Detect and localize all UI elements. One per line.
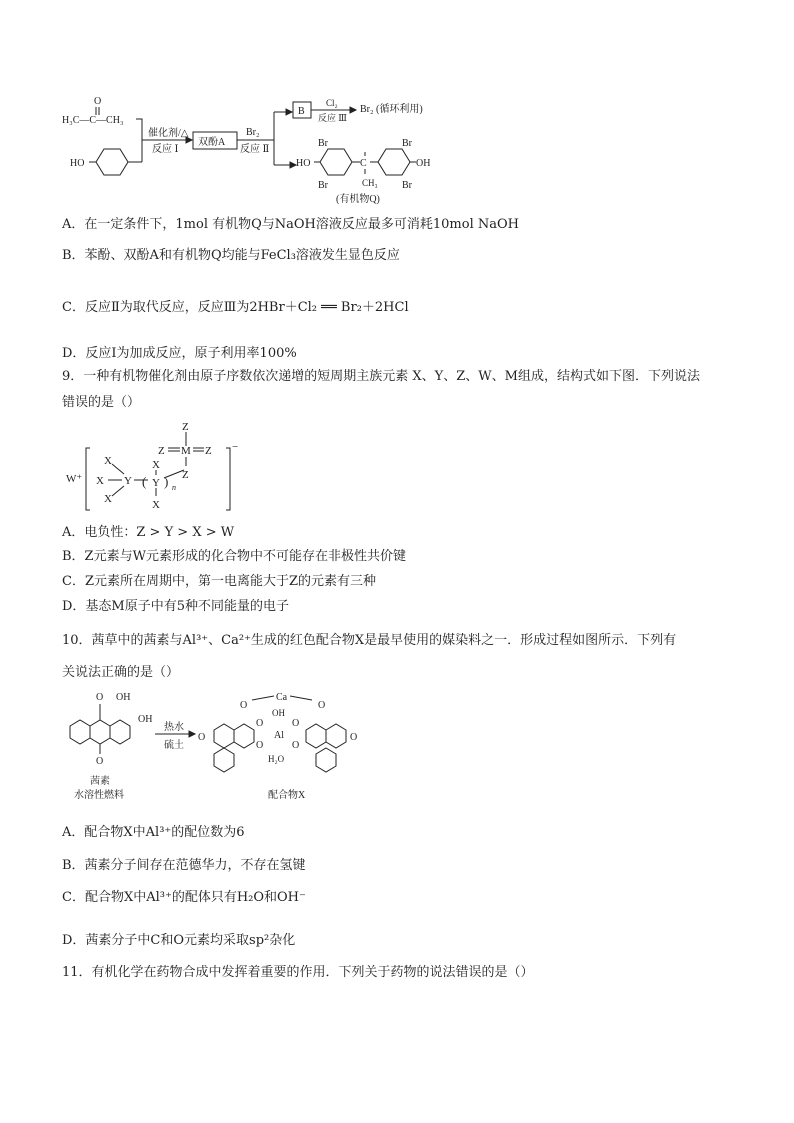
- svg-text:X: X: [104, 455, 112, 467]
- svg-text:(: (: [142, 474, 147, 489]
- q11-stem: 11．有机化学在药物合成中发挥着重要的作用．下列关于药物的说法错误的是（）: [62, 965, 534, 980]
- box-b: B: [298, 106, 305, 117]
- svg-text:Y: Y: [152, 477, 160, 489]
- svg-text:O: O: [350, 732, 358, 743]
- svg-text:Br: Br: [402, 180, 412, 191]
- svg-text:Y: Y: [124, 475, 132, 487]
- svg-text:Ca: Ca: [276, 692, 288, 703]
- svg-text:O: O: [256, 718, 264, 729]
- phenol-oh: HO: [70, 158, 85, 169]
- q8-option-a: A．在一定条件下，1mol 有机物Q与NaOH溶液反应最多可消耗10mol NaOH: [62, 217, 519, 232]
- q8-option-c: C．反应Ⅱ为取代反应，反应Ⅲ为2HBr＋Cl₂ ══ Br₂＋2HCl: [62, 300, 409, 315]
- svg-text:O: O: [318, 700, 326, 711]
- svg-text:OH: OH: [272, 708, 285, 718]
- q-label: (有机物Q): [336, 194, 380, 205]
- q-oh: OH: [416, 158, 431, 169]
- svg-text:Z: Z: [182, 421, 189, 433]
- svg-text:OH: OH: [138, 714, 153, 725]
- svg-text:O: O: [292, 740, 300, 751]
- aluminum-center: Al: [274, 730, 284, 741]
- svg-text:OH: OH: [116, 692, 131, 703]
- q9-stem-2: 错误的是（）: [62, 395, 141, 410]
- q8-option-b: B．苯酚、双酚A和有机物Q均能与FeCl₃溶液发生显色反应: [62, 248, 400, 263]
- svg-text:Br: Br: [318, 180, 328, 191]
- alizarin-desc: 水溶性燃料: [74, 790, 124, 801]
- condition-3-top: Cl₂: [326, 98, 338, 108]
- svg-text:X: X: [96, 475, 104, 487]
- condition-2-bottom: 反应 Ⅱ: [240, 144, 270, 155]
- q10-option-d: D．茜素分子中C和O元素均采取sp²杂化: [62, 933, 296, 948]
- svg-text:CH₃: CH₃: [362, 178, 378, 188]
- q10-option-b: B．茜素分子间存在范德华力，不存在氢键: [62, 858, 306, 873]
- svg-text:Br: Br: [402, 138, 412, 149]
- condition-1-bottom: 反应 Ⅰ: [152, 144, 179, 155]
- q10-stem-2: 关说法正确的是（）: [62, 665, 180, 680]
- svg-text:O: O: [96, 756, 104, 767]
- q9-option-a: A．电负性：Z > Y > X > W: [62, 525, 235, 540]
- svg-text:X: X: [104, 493, 112, 505]
- condition-1-top: 催化剂/△: [148, 128, 189, 139]
- anion-charge: −: [232, 441, 239, 453]
- reaction-scheme-q8: [60, 90, 460, 210]
- condition-bottom: 硫土: [164, 740, 184, 751]
- svg-text:O: O: [292, 718, 300, 729]
- svg-text:H₂O: H₂O: [268, 754, 285, 764]
- svg-text:X: X: [152, 499, 160, 511]
- bisphenol-a-box: 双酚A: [198, 137, 226, 148]
- reaction-scheme-q10: [60, 686, 410, 808]
- complex-label: 配合物X: [268, 790, 306, 801]
- q-center-c: C: [360, 158, 367, 169]
- condition-top: 热水: [164, 722, 184, 733]
- q9-option-b: B．Z元素与W元素形成的化合物中不可能存在非极性共价键: [62, 549, 406, 564]
- q-ho: HO: [296, 158, 311, 169]
- q9-option-d: D．基态M原子中有5种不同能量的电子: [62, 599, 290, 614]
- q8-option-d: D．反应Ⅰ为加成反应，原子利用率100%: [62, 346, 297, 361]
- product-br2: Br₂ (循环利用): [360, 104, 423, 115]
- svg-text:X: X: [152, 459, 160, 471]
- q10-option-c: C．配合物X中Al³⁺的配体只有H₂O和OH⁻: [62, 890, 306, 905]
- condition-3-bottom: 反应 Ⅲ: [318, 113, 347, 123]
- alizarin-label: 茜素: [90, 776, 110, 787]
- acetone-formula: H₃C—C—CH₃: [62, 115, 124, 126]
- svg-text:O: O: [198, 732, 206, 743]
- svg-text:M: M: [181, 445, 191, 457]
- acetone-oxygen: O: [94, 96, 102, 107]
- svg-text:Br: Br: [318, 138, 328, 149]
- q9-option-c: C．Z元素所在周期中，第一电离能大于Z的元素有三种: [62, 574, 377, 589]
- condition-2-top: Br₂: [246, 127, 260, 138]
- svg-text:O: O: [256, 740, 264, 751]
- svg-text:O: O: [240, 700, 248, 711]
- svg-text:O: O: [96, 692, 104, 703]
- svg-text:Z: Z: [205, 445, 212, 457]
- structure-q9: [64, 418, 254, 516]
- svg-text:): ): [164, 474, 169, 489]
- w-cation: W⁺: [66, 473, 83, 485]
- q10-option-a: A．配合物X中Al³⁺的配位数为6: [62, 825, 245, 840]
- svg-text:Z: Z: [182, 469, 189, 481]
- q9-stem-1: 9．一种有机物催化剂由原子序数依次递增的短周期主族元素 X、Y、Z、W、M组成，结构式如下图．下列说法: [62, 369, 700, 384]
- q10-stem-1: 10．茜草中的茜素与Al³⁺、Ca²⁺生成的红色配合物X是最早使用的媒染料之一．形成过程如图所示．下列有: [62, 633, 677, 648]
- svg-text:n: n: [172, 483, 176, 492]
- svg-text:Z: Z: [158, 445, 165, 457]
